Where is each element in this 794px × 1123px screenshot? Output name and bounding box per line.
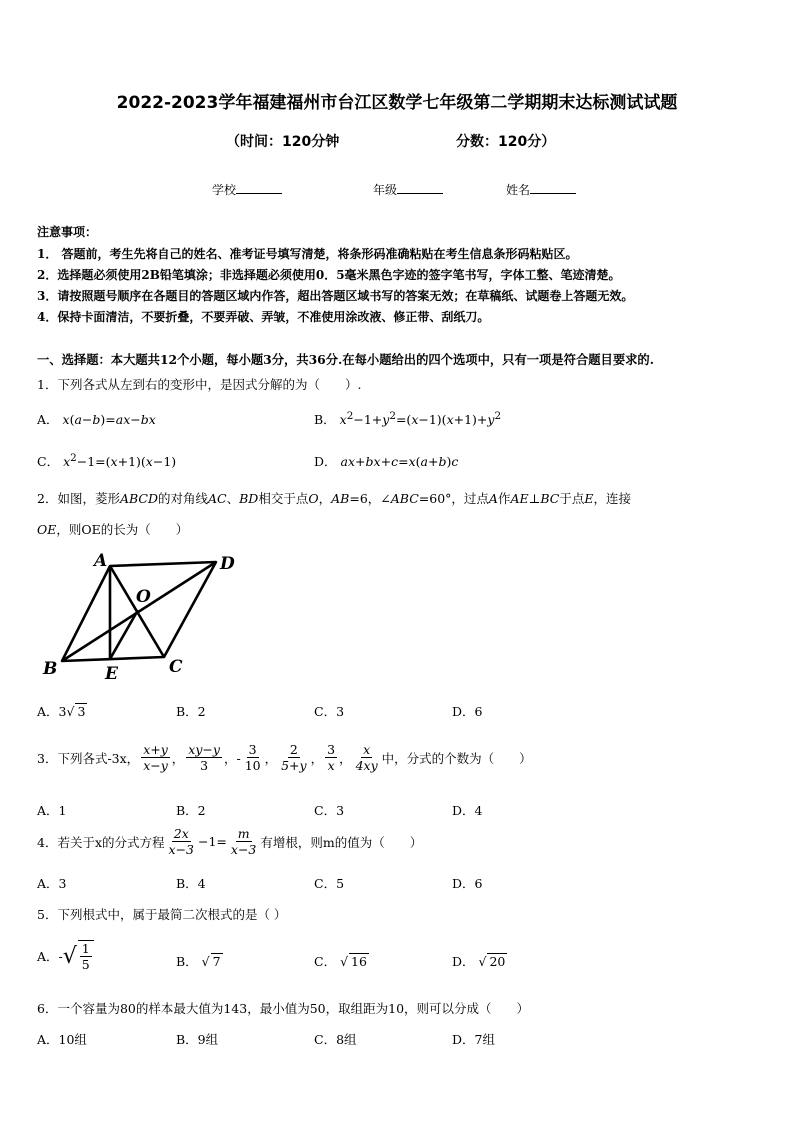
notice-item: 1． 答题前，考生先将自己的姓名、准考证号填写清楚，将条形码准确粘贴在考生信息条形码粘贴区。 [37,247,578,261]
notice-heading: 注意事项： [37,225,98,239]
score-label: 分数：120分） [456,134,556,150]
q5-option-a[interactable]: A．- √ $\frac{1}{5}$ [37,940,94,972]
label-b: B [43,659,58,679]
q1-option-d[interactable]: D． ax+bx+c=x(a+b)c [314,454,459,469]
q3-option-a[interactable]: A．1 [37,803,67,818]
q4-stem: 4．若关于x的分式方程 $\frac{2x}{x-3}$ −1= $\frac{m}{x-3}$ 有增根，则m的值为（ ） [37,826,423,857]
q2-option-a[interactable]: A．3√ 3 [37,704,86,719]
q2-option-d[interactable]: D．6 [452,704,483,719]
name-label: 姓名 [506,183,531,197]
label-e: E [105,664,118,683]
q4-option-b[interactable]: B．4 [176,876,206,891]
q6-option-d[interactable]: D．7组 [452,1032,495,1047]
label-o: O [136,587,151,607]
q6-option-a[interactable]: A．10组 [37,1032,87,1047]
q5-option-c[interactable]: C． √ 16 [314,954,367,969]
segment-oe [110,610,138,659]
notice-item: 3．请按照题号顺序在各题目的答题区域内作答，超出答题区域书写的答案无效；在草稿纸、试题卷上答题无效。 [37,289,634,303]
label-d: D [220,554,235,574]
q4-option-c[interactable]: C．5 [314,876,345,891]
school-field[interactable] [212,181,282,198]
q1-option-a[interactable]: A． x(a−b)=ax−bx [37,412,156,427]
q3-option-c[interactable]: C．3 [314,803,345,818]
q2-option-c[interactable]: C．3 [314,704,345,719]
time-label: （时间：120分钟 [226,134,340,150]
q6-option-b[interactable]: B．9组 [176,1032,219,1047]
q2-option-b[interactable]: B．2 [176,704,206,719]
q1-option-b[interactable]: B． $x^2-1+y^2=(x-1)(x+1)+y^2$ [314,410,502,428]
q5-option-b[interactable]: B． √ 7 [176,954,221,969]
q4-option-a[interactable]: A．3 [37,876,67,891]
q3-option-d[interactable]: D．4 [452,803,483,818]
name-field[interactable] [506,181,576,198]
q2-rhombus-figure [38,548,248,683]
notice-item: 4．保持卡面清洁，不要折叠，不要弄破、弄皱，不准使用涂改液、修正带、刮纸刀。 [37,310,490,324]
label-a: A [94,551,108,571]
q3-option-b[interactable]: B．2 [176,803,206,818]
q1-stem: 1．下列各式从左到右的变形中，是因式分解的为（ ）. [37,377,362,392]
diagonal-bd [62,562,216,661]
q5-stem: 5．下列根式中，属于最简二次根式的是（ ） [37,907,287,922]
school-label: 学校 [212,183,237,197]
section-heading: 一、选择题：本大题共12个小题，每小题3分，共36分.在每小题给出的四个选项中，只有一项是符合题目要求的. [37,352,655,367]
q5-option-d[interactable]: D． √ 20 [452,954,506,969]
q2-stem-line1: 2．如图，菱形ABCD的对角线AC、BD相交于点O，AB=6，∠ABC=60°，过点A作AE⊥BC于点E，连接 [37,491,632,506]
page-title: 2022-2023学年福建福州市台江区数学七年级第二学期期末达标测试试题 [116,93,678,113]
q6-option-c[interactable]: C．8组 [314,1032,357,1047]
grade-label: 年级 [373,183,398,197]
q1-option-c[interactable]: C． $x^2-1=(x+1)(x-1)$ [37,452,177,470]
q6-stem: 6．一个容量为80的样本最大值为143，最小值为50，取组距为10，则可以分成（ ） [37,1001,530,1016]
label-c: C [169,657,183,677]
q4-option-d[interactable]: D．6 [452,876,483,891]
notice-item: 2．选择题必须使用2B铅笔填涂；非选择题必须使用0．5毫米黑色字迹的签字笔书写，字体工整、笔迹清楚。 [37,268,621,282]
q2-stem-line2: OE，则OE的长为（ ） [37,522,189,537]
q3-stem: 3．下列各式-3x， $\frac{x+y}{x-y}$ ， $\frac{xy-y}{3}$ ，- $\frac{3}{10}$ ， $\frac{2}{5+y}$ ， $\frac{3}{x}$ ， $\frac{x}{4xy}$ 中，分式的个数为（ ） [37,742,532,773]
grade-field[interactable] [373,181,443,198]
